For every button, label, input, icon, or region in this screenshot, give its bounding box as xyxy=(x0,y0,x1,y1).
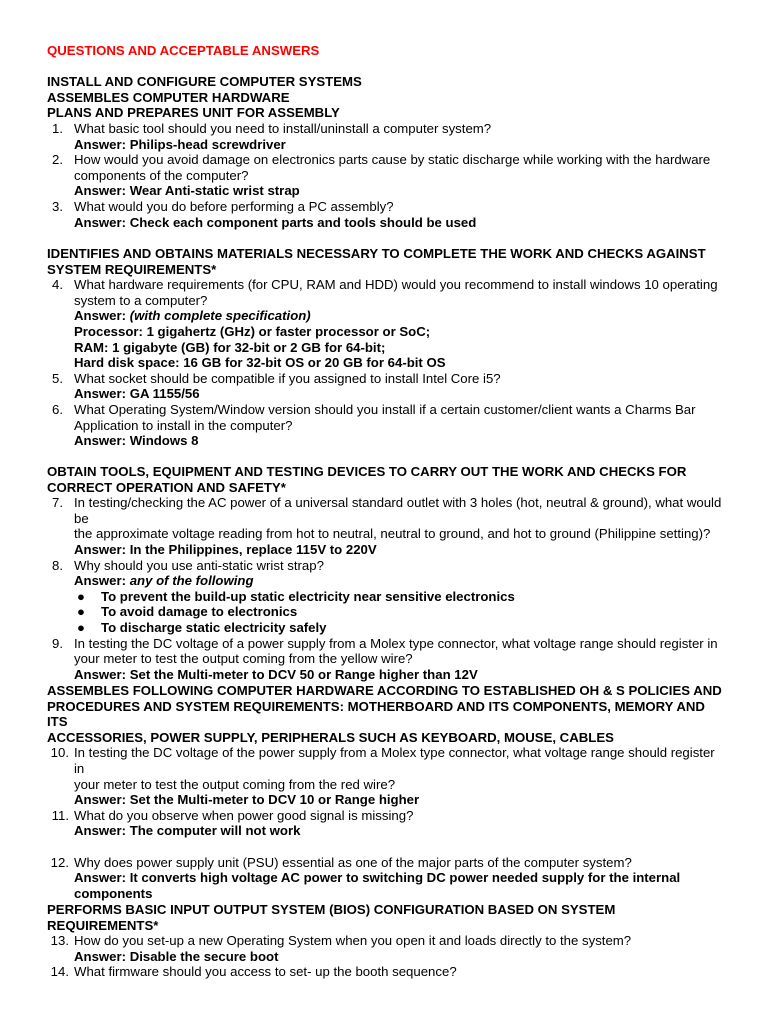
spacer xyxy=(47,839,727,855)
question-8 xyxy=(47,558,727,589)
question-text: What Operating System/Window version should you install if a certain customer/client wants a Charms Bar xyxy=(74,401,696,417)
question-text: What basic tool should you need to install/uninstall a computer system? xyxy=(74,121,492,136)
bullet-item xyxy=(47,604,727,620)
question-text: What socket should be compatible if you assigned to install Intel Core i5? xyxy=(74,370,501,386)
question-7 xyxy=(47,495,727,557)
question-text: Why does power supply unit (PSU) essential as one of the major parts of the computer system? xyxy=(74,854,632,870)
answer-text: Answer: In the Philippines, replace 115V to 220V xyxy=(74,541,377,557)
answer-text: Answer: The computer will not work xyxy=(74,823,301,839)
section-bios-configuration xyxy=(47,902,727,980)
answer-text: Answer: Disable the secure boot xyxy=(74,948,279,964)
question-text-continued: your meter to test the output coming from the yellow wire? xyxy=(74,651,413,667)
heading-install-configure: INSTALL AND CONFIGURE COMPUTER SYSTEMS xyxy=(47,74,362,89)
question-11 xyxy=(47,808,727,839)
answer-text: Answer: Check each component parts and tools should be used xyxy=(74,214,477,230)
section-obtain-tools xyxy=(47,464,727,682)
question-9 xyxy=(47,636,727,683)
bullet-text: To discharge static electricity safely xyxy=(101,619,327,635)
answer-text: Answer: Windows 8 xyxy=(74,433,199,449)
section-heading-continued: CORRECT OPERATION AND SAFETY* xyxy=(47,479,286,495)
bullet-icon: ● xyxy=(77,604,85,620)
question-number: 8. xyxy=(52,557,63,573)
answer-label: Answer: xyxy=(74,308,130,324)
section-heading-continued: PROCEDURES AND SYSTEM REQUIREMENTS: MOTHERBOARD AND ITS COMPONENTS, MEMORY AND ITS xyxy=(47,698,705,730)
question-13 xyxy=(47,933,727,964)
question-number: 6. xyxy=(52,401,63,417)
question-1 xyxy=(47,121,727,152)
question-number: 12. xyxy=(50,854,69,870)
question-text: How do you set-up a new Operating System when you open it and loads directly to the system? xyxy=(74,933,632,949)
question-text-continued: Application to install in the computer? xyxy=(74,417,293,433)
question-5 xyxy=(47,371,727,402)
question-2 xyxy=(47,152,727,199)
section-assembles-hardware-policies xyxy=(47,683,727,901)
section-heading-continued: ACCESSORIES, POWER SUPPLY, PERIPHERALS SUCH AS KEYBOARD, MOUSE, CABLES xyxy=(47,729,614,745)
question-number: 14. xyxy=(50,964,69,980)
document-title: QUESTIONS AND ACCEPTABLE ANSWERS xyxy=(47,43,320,58)
question-text: In testing/checking the AC power of a universal standard outlet with 3 holes (hot, neutral & ground), what would be xyxy=(74,495,722,526)
bullet-item xyxy=(47,620,727,636)
question-text: How would you avoid damage on electronics parts cause by static discharge while working with the hardware xyxy=(74,152,711,168)
question-text: What hardware requirements (for CPU, RAM and HDD) would you recommend to install windows 10 operating xyxy=(74,277,718,293)
bullet-item xyxy=(47,589,727,605)
question-text: Why should you use anti-static wrist strap? xyxy=(74,557,324,573)
answer-note: any of the following xyxy=(129,573,254,589)
section-heading: OBTAIN TOOLS, EQUIPMENT AND TESTING DEVICES TO CARRY OUT THE WORK AND CHECKS FOR xyxy=(47,464,687,479)
question-number: 3. xyxy=(52,198,63,214)
question-text: In testing the DC voltage of a power supply from a Molex type connector, what voltage range should register in xyxy=(74,635,718,651)
bullet-text: To prevent the build-up static electricity near sensitive electronics xyxy=(101,588,515,604)
section-heading: ASSEMBLES FOLLOWING COMPUTER HARDWARE ACCORDING TO ESTABLISHED OH & S POLICIES AND xyxy=(47,683,722,698)
question-text: What would you do before performing a PC assembly? xyxy=(74,198,394,214)
section-heading: PERFORMS BASIC INPUT OUTPUT SYSTEM (BIOS) CONFIGURATION BASED ON SYSTEM REQUIREMENTS* xyxy=(47,902,616,933)
bullet-icon: ● xyxy=(77,588,85,604)
question-12 xyxy=(47,855,727,902)
section-plans-prepares xyxy=(47,121,727,230)
section-identifies-materials xyxy=(47,246,727,449)
answer-text: Answer: Wear Anti-static wrist strap xyxy=(74,183,300,199)
question-text-continued: system to a computer? xyxy=(74,292,208,308)
question-text: In testing the DC voltage of the power supply from a Molex type connector, what voltage range should register in xyxy=(74,745,715,776)
question-4 xyxy=(47,277,727,371)
answer-text: Answer: Set the Multi-meter to DCV 10 or Range higher xyxy=(74,792,420,808)
question-number: 9. xyxy=(52,635,63,651)
question-number: 10. xyxy=(50,745,69,761)
answer-note: (with complete specification) xyxy=(129,308,311,324)
answer-spec-ram: RAM: 1 gigabyte (GB) for 32-bit or 2 GB for 64-bit; xyxy=(74,339,386,355)
question-text: What do you observe when power good signal is missing? xyxy=(74,807,414,823)
section-heading-continued: SYSTEM REQUIREMENTS* xyxy=(47,261,217,277)
heading-assembles-hardware: ASSEMBLES COMPUTER HARDWARE xyxy=(47,89,290,105)
question-text: What firmware should you access to set- up the booth sequence? xyxy=(74,964,457,980)
question-text-continued: your meter to test the output coming from the red wire? xyxy=(74,776,396,792)
question-number: 11. xyxy=(51,807,69,823)
answer-text-continued: components xyxy=(74,885,153,901)
bullet-icon: ● xyxy=(77,619,85,635)
question-number: 2. xyxy=(52,152,63,168)
question-number: 4. xyxy=(52,277,63,293)
question-text-continued: components of the computer? xyxy=(74,167,249,183)
question-10 xyxy=(47,745,727,807)
question-text-continued: the approximate voltage reading from hot to neutral, neutral to ground, and hot to ground (Philippine setting)? xyxy=(74,526,711,542)
section-heading: IDENTIFIES AND OBTAINS MATERIALS NECESSARY TO COMPLETE THE WORK AND CHECKS AGAINST xyxy=(47,246,706,261)
question-number: 1. xyxy=(52,121,63,136)
answer-text: Answer: It converts high voltage AC power to switching DC power needed supply for the internal xyxy=(74,870,681,886)
answer-text xyxy=(74,308,727,324)
question-number: 13. xyxy=(50,933,69,949)
answer-text xyxy=(74,573,727,589)
answer-text: Answer: Philips-head screwdriver xyxy=(74,136,286,152)
question-14 xyxy=(47,964,727,980)
heading-plans-prepares: PLANS AND PREPARES UNIT FOR ASSEMBLY xyxy=(47,105,340,121)
question-number: 7. xyxy=(52,495,63,511)
question-6 xyxy=(47,402,727,449)
answer-spec-disk: Hard disk space: 16 GB for 32-bit OS or 20 GB for 64-bit OS xyxy=(74,355,446,371)
answer-text: Answer: GA 1155/56 xyxy=(74,386,200,402)
answer-label: Answer: xyxy=(74,573,130,589)
question-number: 5. xyxy=(52,370,63,386)
answer-spec-processor: Processor: 1 gigahertz (GHz) or faster processor or SoC; xyxy=(74,323,431,339)
bullet-text: To avoid damage to electronics xyxy=(101,604,298,620)
main-headings xyxy=(47,74,362,121)
question-3 xyxy=(47,199,727,230)
answer-text: Answer: Set the Multi-meter to DCV 50 or Range higher than 12V xyxy=(74,666,478,682)
